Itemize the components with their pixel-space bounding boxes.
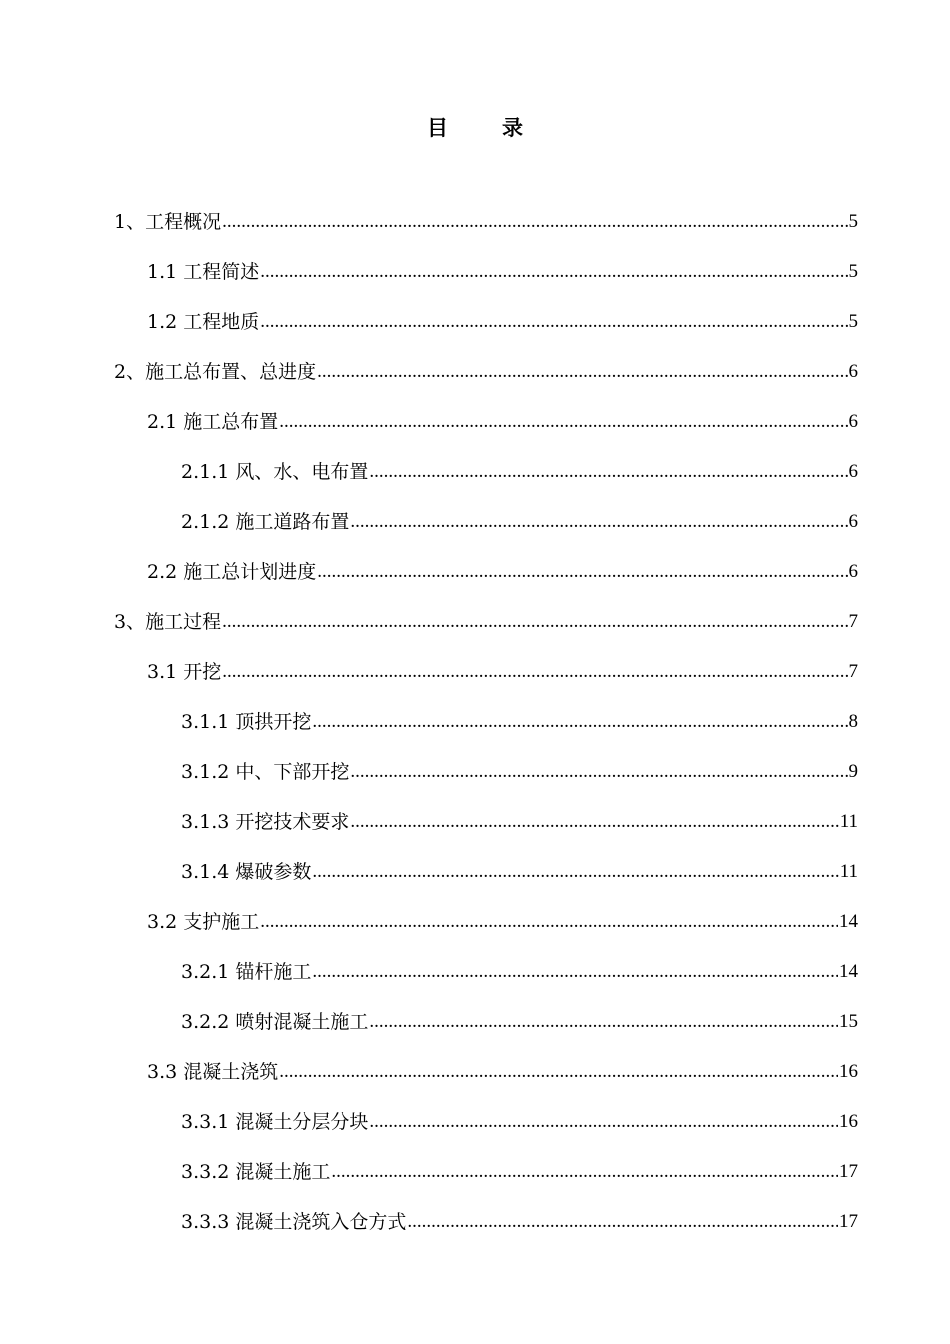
toc-heading-part-2: 录 — [502, 115, 523, 140]
toc-entry-leader — [317, 357, 847, 387]
toc-entry-label: 2.1.2 施工道路布置 — [181, 511, 350, 533]
toc-entry[interactable] — [181, 507, 858, 537]
toc-entry-label: 2.2 施工总计划进度 — [147, 561, 317, 583]
toc-entry-label: 1.1 工程简述 — [147, 261, 260, 283]
toc-entry-label: 3.1.2 中、下部开挖 — [181, 761, 350, 783]
toc-entry[interactable] — [147, 307, 858, 337]
toc-entry-label: 3.1.3 开挖技术要求 — [181, 811, 350, 833]
toc-entry[interactable] — [147, 657, 858, 687]
toc-entry[interactable] — [147, 407, 858, 437]
toc-entry-leader — [350, 507, 847, 537]
toc-entry-label: 1.2 工程地质 — [147, 311, 260, 333]
toc-entry-leader — [222, 607, 847, 637]
toc-entry-page: 6 — [848, 461, 858, 482]
toc-entry[interactable] — [181, 1207, 858, 1237]
toc-entry[interactable] — [181, 757, 858, 787]
toc-entry-label: 3.2 支护施工 — [147, 911, 260, 933]
toc-entry-label: 3.2.1 锚杆施工 — [181, 961, 312, 983]
toc-entry-label: 3.1.4 爆破参数 — [181, 861, 312, 883]
toc-entry-page: 14 — [839, 961, 858, 982]
toc-entry-leader — [331, 1157, 838, 1187]
toc-entry[interactable] — [181, 707, 858, 737]
toc-entry-label: 3.3 混凝土浇筑 — [147, 1061, 279, 1083]
toc-entry[interactable] — [114, 207, 858, 237]
toc-entry-leader — [260, 307, 847, 337]
toc-entry-page: 6 — [848, 511, 858, 532]
toc-entry-label: 3.3.3 混凝土浇筑入仓方式 — [181, 1211, 407, 1233]
toc-entry[interactable] — [181, 457, 858, 487]
toc-entry-leader — [369, 457, 847, 487]
toc-entry-label: 3.3.1 混凝土分层分块 — [181, 1111, 369, 1133]
toc-heading-part-1: 目 — [427, 115, 448, 140]
toc-entry-page: 16 — [839, 1061, 858, 1082]
toc-entry[interactable] — [147, 1057, 858, 1087]
toc-entry-leader — [260, 907, 838, 937]
toc-entry[interactable] — [181, 957, 858, 987]
toc-entry-page: 6 — [848, 411, 858, 432]
toc-entry-leader — [222, 657, 847, 687]
toc-entry-page: 14 — [839, 911, 858, 932]
toc-entry[interactable] — [114, 357, 858, 387]
toc-entry-page: 8 — [848, 711, 858, 732]
toc-entry-page: 17 — [839, 1211, 858, 1232]
toc-entry-label: 3、施工过程 — [114, 611, 222, 633]
toc-entry-label: 2.1.1 风、水、电布置 — [181, 461, 369, 483]
toc-entry-leader — [350, 757, 847, 787]
toc-entry-page: 11 — [839, 861, 858, 882]
toc-entry-page: 5 — [848, 311, 858, 332]
toc-entry-leader — [312, 957, 838, 987]
toc-entry[interactable] — [181, 807, 858, 837]
toc-entry-label: 2.1 施工总布置 — [147, 411, 279, 433]
toc-entry-page: 6 — [848, 361, 858, 382]
toc-entry-page: 6 — [848, 561, 858, 582]
toc-entry[interactable] — [147, 257, 858, 287]
toc-entry-leader — [407, 1207, 838, 1237]
toc-entry-leader — [317, 557, 847, 587]
toc-heading — [0, 112, 950, 142]
toc-entry-leader — [312, 857, 838, 887]
toc-entry-page: 17 — [839, 1161, 858, 1182]
toc-entry-page: 5 — [848, 261, 858, 282]
toc-entry-leader — [369, 1007, 838, 1037]
toc-entry[interactable] — [147, 557, 858, 587]
toc-entry-page: 15 — [839, 1011, 858, 1032]
toc-entry-label: 3.3.2 混凝土施工 — [181, 1161, 331, 1183]
toc-entry-label: 1、工程概况 — [114, 211, 222, 233]
toc-entry-page: 16 — [839, 1111, 858, 1132]
toc-entry-label: 3.2.2 喷射混凝土施工 — [181, 1011, 369, 1033]
toc-entry[interactable] — [181, 1007, 858, 1037]
toc-entry-leader — [222, 207, 847, 237]
toc-entry-leader — [279, 407, 847, 437]
toc-entry-leader — [369, 1107, 838, 1137]
toc-entry[interactable] — [181, 1157, 858, 1187]
toc-entry-page: 9 — [848, 761, 858, 782]
toc-entry[interactable] — [181, 857, 858, 887]
toc-entry-page: 5 — [848, 211, 858, 232]
toc-entry-label: 3.1 开挖 — [147, 661, 222, 683]
toc-entry-leader — [312, 707, 847, 737]
toc-entry-label: 3.1.1 顶拱开挖 — [181, 711, 312, 733]
toc-entry-page: 7 — [848, 661, 858, 682]
toc-entry[interactable] — [147, 907, 858, 937]
toc-entry-leader — [350, 807, 838, 837]
toc-entry-leader — [279, 1057, 838, 1087]
toc-entry-leader — [260, 257, 847, 287]
toc-entry-label: 2、施工总布置、总进度 — [114, 361, 317, 383]
toc-entry[interactable] — [181, 1107, 858, 1137]
toc-entry-page: 7 — [848, 611, 858, 632]
toc-entry-page: 11 — [839, 811, 858, 832]
toc-entry[interactable] — [114, 607, 858, 637]
